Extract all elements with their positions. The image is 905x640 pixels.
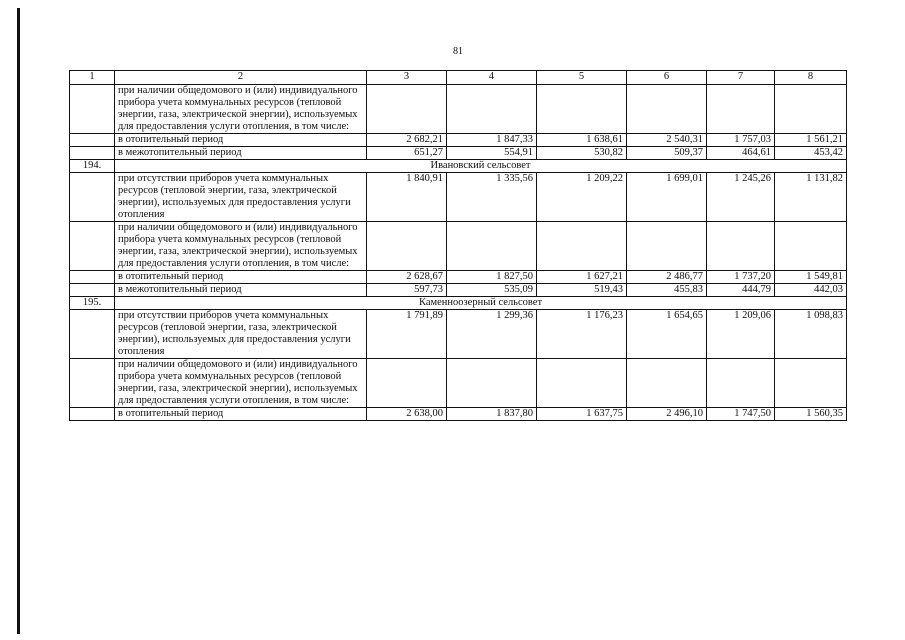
value-cell: 1 560,35	[775, 408, 847, 421]
row-number	[70, 271, 115, 284]
row-description: в межотопительный период	[115, 284, 367, 297]
value-cell: 2 540,31	[627, 134, 707, 147]
binding-edge-line	[17, 8, 20, 634]
value-cell: 530,82	[537, 147, 627, 160]
section-row	[70, 160, 847, 173]
value-cell: 442,03	[775, 284, 847, 297]
table-row	[70, 147, 847, 160]
section-row	[70, 297, 847, 310]
value-cell: 1 131,82	[775, 173, 847, 222]
header-cell: 1	[70, 71, 115, 85]
value-cell: 1 699,01	[627, 173, 707, 222]
value-cell	[447, 359, 537, 408]
row-number	[70, 222, 115, 271]
row-description: при наличии общедомового и (или) индивидуального прибора учета коммунальных ресурсов (тепловой энергии, газа, электрической энергии), используемых для предоставления услуги отопления, в том числе:	[115, 85, 367, 134]
table-row	[70, 408, 847, 421]
value-cell: 1 098,83	[775, 310, 847, 359]
value-cell: 519,43	[537, 284, 627, 297]
value-cell: 1 209,22	[537, 173, 627, 222]
value-cell: 1 549,81	[775, 271, 847, 284]
value-cell: 1 847,33	[447, 134, 537, 147]
table-row	[70, 134, 847, 147]
row-number	[70, 173, 115, 222]
value-cell	[627, 359, 707, 408]
value-cell: 1 176,23	[537, 310, 627, 359]
value-cell: 1 837,80	[447, 408, 537, 421]
value-cell	[537, 222, 627, 271]
header-cell: 2	[115, 71, 367, 85]
value-cell: 1 627,21	[537, 271, 627, 284]
table-row	[70, 284, 847, 297]
value-cell: 651,27	[367, 147, 447, 160]
value-cell	[775, 85, 847, 134]
value-cell: 509,37	[627, 147, 707, 160]
row-description: при отсутствии приборов учета коммунальных ресурсов (тепловой энергии, газа, электрической энергии), используемых для предоставления услуги отопления	[115, 310, 367, 359]
row-number	[70, 147, 115, 160]
value-cell	[707, 85, 775, 134]
row-number	[70, 310, 115, 359]
value-cell: 1 209,06	[707, 310, 775, 359]
header-cell: 6	[627, 71, 707, 85]
value-cell: 2 486,77	[627, 271, 707, 284]
row-description: в межотопительный период	[115, 147, 367, 160]
row-description: при отсутствии приборов учета коммунальных ресурсов (тепловой энергии, газа, электрической энергии), используемых для предоставления услуги отопления	[115, 173, 367, 222]
value-cell	[447, 222, 537, 271]
value-cell: 1 747,50	[707, 408, 775, 421]
value-cell	[367, 85, 447, 134]
value-cell: 535,09	[447, 284, 537, 297]
value-cell: 1 637,75	[537, 408, 627, 421]
table-row	[70, 310, 847, 359]
row-number	[70, 359, 115, 408]
value-cell	[367, 359, 447, 408]
row-description: при наличии общедомового и (или) индивидуального прибора учета коммунальных ресурсов (тепловой энергии, газа, электрической энергии), используемых для предоставления услуги отопления, в том числе:	[115, 222, 367, 271]
row-description: в отопительный период	[115, 408, 367, 421]
value-cell	[627, 85, 707, 134]
value-cell: 1 827,50	[447, 271, 537, 284]
value-cell: 2 496,10	[627, 408, 707, 421]
section-number: 194.	[70, 160, 115, 173]
row-description: в отопительный период	[115, 134, 367, 147]
header-row	[70, 71, 847, 85]
value-cell	[775, 222, 847, 271]
value-cell: 2 638,00	[367, 408, 447, 421]
value-cell	[775, 359, 847, 408]
value-cell	[707, 222, 775, 271]
table-row	[70, 359, 847, 408]
header-cell: 7	[707, 71, 775, 85]
value-cell: 597,73	[367, 284, 447, 297]
tariff-table	[69, 70, 847, 421]
value-cell	[537, 85, 627, 134]
value-cell: 2 682,21	[367, 134, 447, 147]
section-number: 195.	[70, 297, 115, 310]
row-number	[70, 284, 115, 297]
header-cell: 5	[537, 71, 627, 85]
value-cell: 453,42	[775, 147, 847, 160]
value-cell: 1 335,56	[447, 173, 537, 222]
section-title: Каменноозерный сельсовет	[115, 297, 847, 310]
value-cell	[707, 359, 775, 408]
row-description: в отопительный период	[115, 271, 367, 284]
header-cell: 4	[447, 71, 537, 85]
value-cell: 1 654,65	[627, 310, 707, 359]
value-cell: 1 561,21	[775, 134, 847, 147]
header-cell: 3	[367, 71, 447, 85]
row-number	[70, 134, 115, 147]
value-cell: 1 638,61	[537, 134, 627, 147]
value-cell: 1 757,03	[707, 134, 775, 147]
value-cell: 1 791,89	[367, 310, 447, 359]
value-cell: 1 245,26	[707, 173, 775, 222]
row-number	[70, 408, 115, 421]
value-cell: 1 737,20	[707, 271, 775, 284]
table-row	[70, 85, 847, 134]
value-cell: 1 299,36	[447, 310, 537, 359]
table-body	[70, 71, 847, 421]
row-number	[70, 85, 115, 134]
value-cell: 1 840,91	[367, 173, 447, 222]
value-cell: 554,91	[447, 147, 537, 160]
value-cell	[447, 85, 537, 134]
value-cell: 444,79	[707, 284, 775, 297]
value-cell: 2 628,67	[367, 271, 447, 284]
value-cell: 455,83	[627, 284, 707, 297]
page-number: 81	[453, 46, 463, 57]
table-row	[70, 173, 847, 222]
row-description: при наличии общедомового и (или) индивидуального прибора учета коммунальных ресурсов (тепловой энергии, газа, электрической энергии), используемых для предоставления услуги отопления, в том числе:	[115, 359, 367, 408]
table-row	[70, 222, 847, 271]
value-cell: 464,61	[707, 147, 775, 160]
value-cell	[367, 222, 447, 271]
value-cell	[627, 222, 707, 271]
section-title: Ивановский сельсовет	[115, 160, 847, 173]
table-row	[70, 271, 847, 284]
value-cell	[537, 359, 627, 408]
header-cell: 8	[775, 71, 847, 85]
